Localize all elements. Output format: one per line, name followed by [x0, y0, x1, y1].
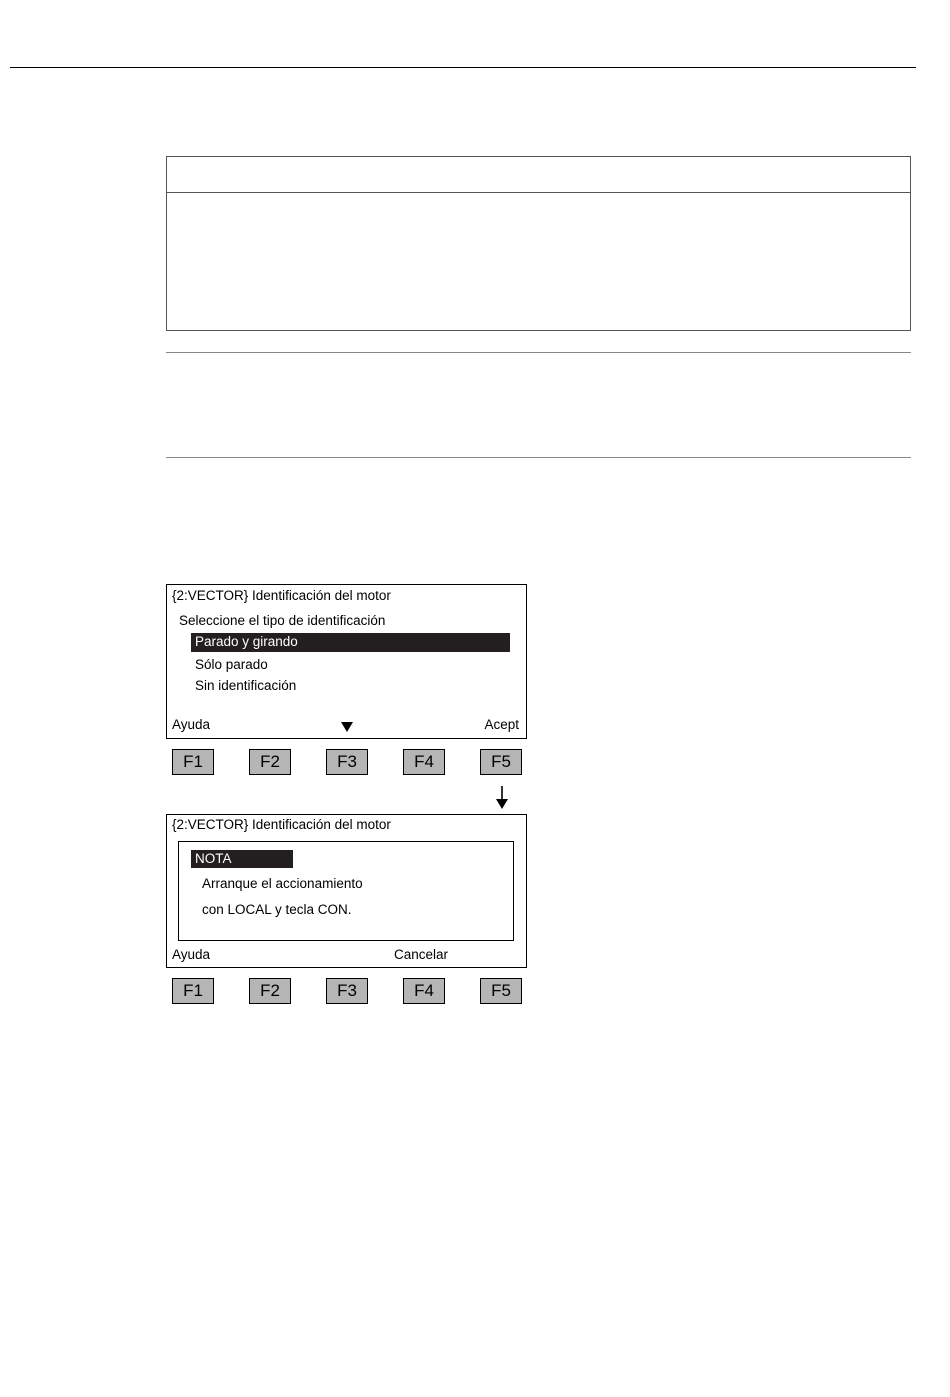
option-item[interactable]: Sólo parado: [195, 657, 268, 672]
section-rule-top: [166, 352, 911, 353]
f5-key[interactable]: F5: [480, 978, 522, 1004]
f3-key[interactable]: F3: [326, 749, 368, 775]
note-line: con LOCAL y tecla CON.: [202, 902, 352, 917]
f5-key[interactable]: F5: [480, 749, 522, 775]
empty-table-box: [166, 156, 911, 331]
screen-prompt: Seleccione el tipo de identificación: [179, 613, 386, 628]
panel-screen-note: [166, 814, 527, 968]
f1-key[interactable]: F1: [172, 749, 214, 775]
down-triangle-icon: [341, 722, 353, 733]
softkey-label-accept: Acept: [484, 717, 519, 732]
note-title-bar: [191, 850, 293, 868]
screen-header: {2:VECTOR} Identificación del motor: [172, 817, 391, 832]
option-item[interactable]: Sin identificación: [195, 678, 297, 693]
note-line: Arranque el accionamiento: [202, 876, 363, 891]
screen-header: {2:VECTOR} Identificación del motor: [172, 588, 391, 603]
note-title: NOTA: [195, 851, 232, 866]
arrow-down-icon: [495, 786, 509, 810]
note-dialog: [178, 841, 514, 941]
f3-key[interactable]: F3: [326, 978, 368, 1004]
f2-key[interactable]: F2: [249, 749, 291, 775]
table-header-divider: [167, 192, 910, 193]
option-selected[interactable]: [191, 633, 510, 652]
f1-key[interactable]: F1: [172, 978, 214, 1004]
section-rule-bottom: [166, 457, 911, 458]
softkey-label-help: Ayuda: [172, 947, 211, 962]
top-rule: [10, 67, 916, 68]
f4-key[interactable]: F4: [403, 978, 445, 1004]
option-label: Parado y girando: [195, 634, 298, 649]
softkey-label-help: Ayuda: [172, 717, 211, 732]
f4-key[interactable]: F4: [403, 749, 445, 775]
f2-key[interactable]: F2: [249, 978, 291, 1004]
panel-screen-identification-select: [166, 584, 527, 739]
softkey-label-cancel: Cancelar: [394, 947, 449, 962]
